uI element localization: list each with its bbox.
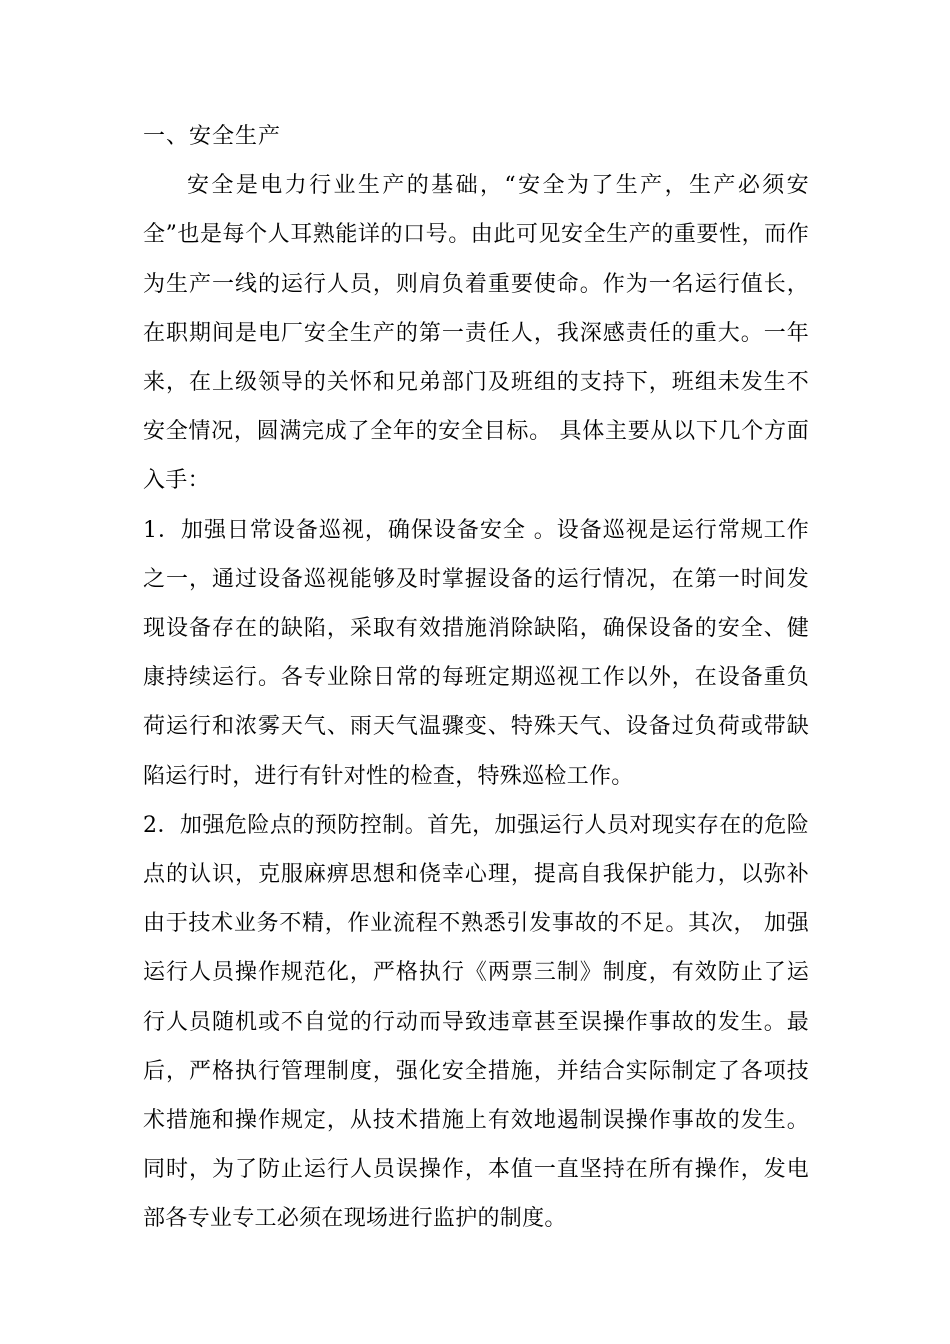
intro-paragraph: 安全是电力行业生产的基础，“安全为了生产，生产必须安全”也是每个人耳熟能详的口号。由此可见安全生产的重要性，而作为生产一线的运行人员，则肩负着重要使命。作为一名运行值长，在职期间是电厂安全生产的第一责任人，我深感责任的重大。一年来，在上级领导的关怀和兄弟部门及班组的支持下，班组未发生不安全情况，圆满完成了全年的安全目标。 具体主要从以下几个方面入手：: [143, 173, 809, 494]
document-body: [143, 112, 809, 1244]
item-1-paragraph: 1．加强日常设备巡视，确保设备安全 。设备巡视是运行常规工作之一，通过设备巡视能够及时掌握设备的运行情况，在第一时间发现设备存在的缺陷，采取有效措施消除缺陷，确保设备的安全、健康持续运行。各专业除日常的每班定期巡视工作以外，在设备重负荷运行和浓雾天气、雨天气温骤变、特殊天气、设备过负荷或带缺陷运行时，进行有针对性的检查，特殊巡检工作。: [143, 517, 809, 789]
item-2-paragraph: 2．加强危险点的预防控制。首先，加强运行人员对现实存在的危险点的认识，克服麻痹思想和侥幸心理，提高自我保护能力，以弥补由于技术业务不精，作业流程不熟悉引发事故的不足。其次， 加强运行人员操作规范化，严格执行《两票三制》制度，有效防止了运行人员随机或不自觉的行动而导致违章甚至误操作事故的发生。最后，严格执行管理制度，强化安全措施，并结合实际制定了各项技术措施和操作规定，从技术措施上有效地遏制误操作事故的发生。同时，为了防止运行人员误操作，本值一直坚持在所有操作，发电部各专业专工必须在现场进行监护的制度。: [143, 812, 809, 1232]
section-heading: 一、安全生产: [143, 124, 282, 149]
